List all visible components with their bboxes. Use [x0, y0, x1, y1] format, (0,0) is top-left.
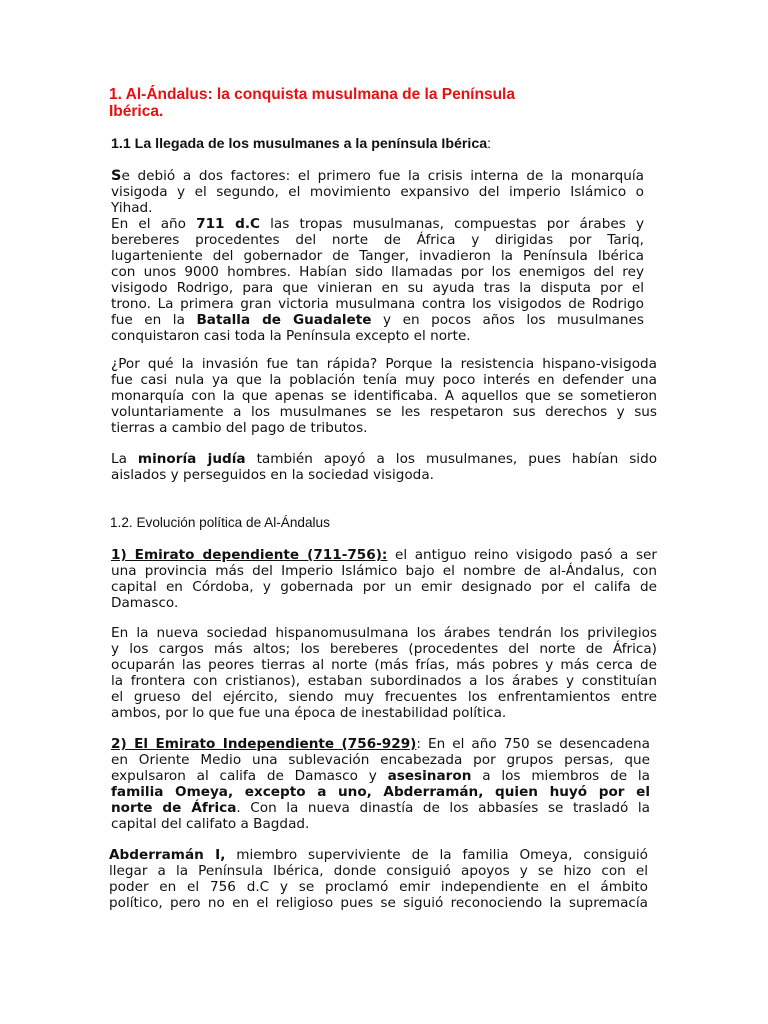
text-line: capital del califato a Bagdad.	[111, 816, 310, 832]
paragraph-7	[109, 847, 648, 911]
emphasis-jewish-minority: minoría judía	[137, 451, 246, 467]
text-line: poder en el 756 d.C y se proclamó emir independiente en el ámbito	[109, 879, 648, 895]
text-line: ambos, por lo que fue una época de inestabilidad política.	[111, 705, 507, 721]
text-line: llegar a la Península Ibérica, donde consiguió apoyos y se hizo con el	[109, 863, 648, 879]
heading-text: 1.1 La llegada de los musulmanes a la península Ibérica	[111, 136, 488, 152]
text-line: ocuparán las peores tierras al norte (más frías, más pobres y más cerca de	[111, 657, 657, 673]
drop-letter: S	[111, 168, 122, 184]
text-line	[111, 216, 644, 232]
emphasis-omeya: familia Omeya, excepto a uno, Abderramán, quien huyó por el	[111, 784, 650, 800]
text-line: conquistaron casi toda la Península excepto el norte.	[111, 328, 471, 344]
emphasis-asesinaron: asesinaron	[387, 768, 472, 784]
text-line: capital en Córdoba, y gobernada por un emir designado por el califa de	[111, 579, 657, 595]
text-line: político, pero no en el religioso pues se siguió reconociendo la supremacía	[109, 895, 648, 911]
paragraph-3	[111, 451, 657, 483]
emphasis-year: 711 d.C	[196, 216, 260, 232]
text-line: bereberes procedentes del norte de África y dirigidas por Tariq,	[111, 232, 644, 248]
text-line: fue casi nula ya que la población tenía muy poco interés en defender una	[111, 372, 657, 388]
text-line: y los cargos más altos; los bereberes (procedentes del norte de África)	[111, 641, 657, 657]
text-line	[111, 168, 644, 184]
text-line	[111, 800, 650, 816]
text-line: voluntariamente a los musulmanes se les respetaron sus derechos y sus	[111, 404, 657, 420]
text-line: con unos 9000 hombres. Habían sido llamadas por los enemigos del rey	[111, 264, 644, 280]
text-span: a los miembros de la	[471, 768, 650, 784]
paragraph-6	[111, 736, 650, 832]
text-line: visigoda y el segundo, el movimiento expansivo del imperio Islámico o	[111, 184, 644, 200]
text-line: una provincia más del Imperio Islámico bajo el nombre de al-Ándalus, con	[111, 563, 657, 579]
text-line: monarquía con la que apenas se identificaba. A aquellos que se sometieron	[111, 388, 657, 404]
text-line: la frontera con cristianos), estaban subordinados a los árabes y constituían	[111, 673, 657, 689]
section-heading-1-2	[110, 514, 630, 531]
text-line: lugarteniente del gobernador de Tanger, invadieron la Península Ibérica	[111, 248, 644, 264]
text-line: ¿Por qué la invasión fue tan rápida? Porque la resistencia hispano-visigoda	[111, 356, 657, 372]
text-line: visigodo Rodrigo, para que vinieran en su ayuda tras la disputa por el	[111, 280, 644, 296]
emphasis-abderraman: Abderramán I,	[109, 847, 226, 863]
paragraph-1	[111, 168, 644, 344]
paragraph-2	[111, 356, 657, 436]
text-line: trono. La primera gran victoria musulmana contra los visigodos de Rodrigo	[111, 296, 644, 312]
subheading-emirato-dependiente: 1) Emirato dependiente (711-756):	[111, 547, 388, 563]
text-line: Yihad.	[111, 200, 153, 216]
paragraph-5	[111, 625, 657, 721]
document-title	[109, 86, 629, 120]
text-span: En el año	[111, 216, 197, 232]
text-line: en Oriente Medio una sublevación encabezada por grupos persas, que	[111, 752, 650, 768]
title-line: Ibérica.	[109, 103, 164, 120]
text-line: Damasco.	[111, 595, 179, 611]
paragraph-4	[111, 547, 657, 611]
emphasis-africa: norte de África	[111, 800, 237, 816]
section-heading-1-1	[111, 136, 631, 153]
text-span: La	[111, 451, 138, 467]
text-line	[111, 768, 650, 784]
text-span: miembro superviviente de la familia Omeya, consiguió	[225, 847, 648, 863]
title-line: 1. Al-Ándalus: la conquista musulmana de la Península	[109, 86, 515, 103]
text-line: En la nueva sociedad hispanomusulmana los árabes tendrán los privilegios	[111, 625, 657, 641]
heading-colon: :	[487, 136, 492, 152]
text-line	[111, 451, 657, 467]
text-span: y en pocos años los musulmanes	[371, 312, 644, 328]
text-span: expulsaron al califa de Damasco y	[111, 768, 388, 784]
heading-text: 1.2. Evolución política de Al-Ándalus	[110, 515, 330, 530]
text-line	[111, 784, 650, 800]
text-span: : En el año 750 se desencadena	[416, 736, 650, 752]
text-line	[111, 736, 650, 752]
text-line: el grueso del ejército, siendo muy frecuentes los enfrentamientos entre	[111, 689, 657, 705]
text-line	[111, 547, 657, 563]
text-span: también apoyó a los musulmanes, pues habían sido	[245, 451, 658, 467]
emphasis-battle: Batalla de Guadalete	[196, 312, 372, 328]
text-line	[111, 312, 644, 328]
text-line: tierras a cambio del pago de tributos.	[111, 420, 368, 436]
subheading-emirato-independiente: 2) El Emirato Independiente (756-929)	[111, 736, 417, 752]
text-line	[109, 847, 648, 863]
text-span: fue en la	[111, 312, 197, 328]
text-span: el antiguo reino visigodo pasó a ser	[387, 547, 657, 563]
text-span: las tropas musulmanas, compuestas por árabes y	[259, 216, 644, 232]
text-span: e debió a dos factores: el primero fue la crisis interna de la monarquía	[121, 168, 644, 184]
text-span: . Con la nueva dinastía de los abbasíes se trasladó la	[236, 800, 651, 816]
text-line: aislados y perseguidos en la sociedad visigoda.	[111, 467, 434, 483]
